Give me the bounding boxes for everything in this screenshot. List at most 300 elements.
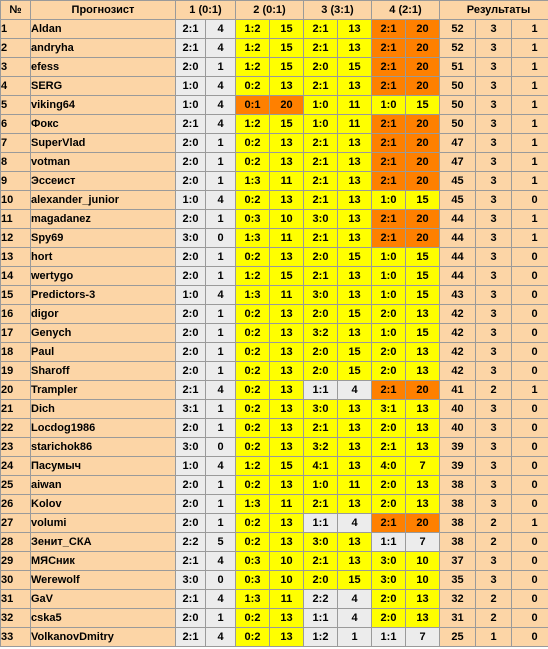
- match-4-score: 2:1: [372, 210, 406, 229]
- table-row: [1, 191, 548, 210]
- total-points: 42: [440, 343, 476, 362]
- match-1-score: 2:0: [176, 324, 206, 343]
- forecaster-name: Genych: [31, 324, 176, 343]
- match-2-points: 13: [270, 248, 304, 267]
- correct-outcomes: 2: [476, 533, 512, 552]
- match-1-points: 1: [206, 58, 236, 77]
- exact-scores: 0: [512, 609, 548, 628]
- match-4-points: 7: [406, 457, 440, 476]
- match-3-points: 15: [338, 248, 372, 267]
- match-2-points: 13: [270, 324, 304, 343]
- header-match-3: 3 (3:1): [304, 1, 372, 20]
- match-4-score: 2:1: [372, 381, 406, 400]
- match-2-score: 1:3: [236, 172, 270, 191]
- match-1-score: 2:0: [176, 419, 206, 438]
- table-row: [1, 343, 548, 362]
- match-4-score: 2:1: [372, 153, 406, 172]
- table-row: [1, 419, 548, 438]
- match-3-score: 2:0: [304, 362, 338, 381]
- match-2-score: 0:2: [236, 343, 270, 362]
- exact-scores: 1: [512, 381, 548, 400]
- match-1-score: 2:0: [176, 514, 206, 533]
- match-2-points: 10: [270, 210, 304, 229]
- exact-scores: 1: [512, 229, 548, 248]
- match-4-points: 13: [406, 419, 440, 438]
- match-3-points: 13: [338, 533, 372, 552]
- correct-outcomes: 2: [476, 514, 512, 533]
- match-1-points: 1: [206, 419, 236, 438]
- match-3-score: 1:1: [304, 514, 338, 533]
- forecaster-name: Sharoff: [31, 362, 176, 381]
- match-1-points: 4: [206, 552, 236, 571]
- match-3-score: 2:0: [304, 305, 338, 324]
- match-4-points: 20: [406, 77, 440, 96]
- match-4-score: 1:1: [372, 628, 406, 647]
- exact-scores: 0: [512, 400, 548, 419]
- total-points: 39: [440, 457, 476, 476]
- match-4-score: 2:0: [372, 609, 406, 628]
- match-4-score: 1:0: [372, 96, 406, 115]
- match-4-score: 2:0: [372, 362, 406, 381]
- match-1-score: 2:0: [176, 210, 206, 229]
- header-match-2: 2 (0:1): [236, 1, 304, 20]
- match-3-points: 13: [338, 267, 372, 286]
- rank-cell: 28: [1, 533, 31, 552]
- total-points: 44: [440, 267, 476, 286]
- match-2-score: 0:2: [236, 134, 270, 153]
- match-2-score: 0:2: [236, 514, 270, 533]
- match-4-points: 15: [406, 267, 440, 286]
- total-points: 38: [440, 533, 476, 552]
- forecaster-name: Dich: [31, 400, 176, 419]
- total-points: 52: [440, 20, 476, 39]
- match-3-score: 1:0: [304, 96, 338, 115]
- table-row: [1, 457, 548, 476]
- total-points: 38: [440, 495, 476, 514]
- match-4-points: 20: [406, 134, 440, 153]
- match-4-score: 1:0: [372, 286, 406, 305]
- match-2-score: 1:2: [236, 20, 270, 39]
- total-points: 32: [440, 590, 476, 609]
- match-4-score: 2:1: [372, 115, 406, 134]
- match-4-score: 1:1: [372, 533, 406, 552]
- match-1-points: 4: [206, 115, 236, 134]
- match-4-score: 3:0: [372, 571, 406, 590]
- match-3-score: 2:1: [304, 229, 338, 248]
- match-3-points: 1: [338, 628, 372, 647]
- match-4-score: 2:1: [372, 229, 406, 248]
- match-1-points: 4: [206, 77, 236, 96]
- match-1-score: 2:0: [176, 305, 206, 324]
- match-4-score: 2:1: [372, 438, 406, 457]
- match-2-points: 13: [270, 153, 304, 172]
- match-4-points: 20: [406, 115, 440, 134]
- total-points: 40: [440, 400, 476, 419]
- match-2-score: 0:2: [236, 381, 270, 400]
- table-row: [1, 115, 548, 134]
- match-3-score: 1:2: [304, 628, 338, 647]
- exact-scores: 0: [512, 267, 548, 286]
- forecaster-name: Predictors-3: [31, 286, 176, 305]
- match-4-points: 20: [406, 514, 440, 533]
- match-2-score: 1:2: [236, 58, 270, 77]
- match-4-score: 2:0: [372, 419, 406, 438]
- table-body: [1, 20, 548, 647]
- forecaster-name: Locdog1986: [31, 419, 176, 438]
- rank-cell: 33: [1, 628, 31, 647]
- match-4-score: 1:0: [372, 324, 406, 343]
- forecaster-name: Фокс: [31, 115, 176, 134]
- table-row: [1, 153, 548, 172]
- match-2-score: 1:2: [236, 39, 270, 58]
- match-1-score: 2:1: [176, 590, 206, 609]
- match-3-score: 4:1: [304, 457, 338, 476]
- correct-outcomes: 2: [476, 609, 512, 628]
- table-row: [1, 381, 548, 400]
- header-match-1: 1 (0:1): [176, 1, 236, 20]
- match-4-score: 2:1: [372, 77, 406, 96]
- match-4-score: 2:0: [372, 305, 406, 324]
- match-1-points: 0: [206, 571, 236, 590]
- table-row: [1, 514, 548, 533]
- match-3-points: 13: [338, 229, 372, 248]
- match-2-points: 13: [270, 400, 304, 419]
- correct-outcomes: 3: [476, 400, 512, 419]
- forecaster-name: volumi: [31, 514, 176, 533]
- rank-cell: 6: [1, 115, 31, 134]
- forecaster-name: SERG: [31, 77, 176, 96]
- forecaster-name: Werewolf: [31, 571, 176, 590]
- forecaster-name: hort: [31, 248, 176, 267]
- forecaster-name: Зенит_СКА: [31, 533, 176, 552]
- exact-scores: 0: [512, 248, 548, 267]
- match-2-points: 15: [270, 20, 304, 39]
- match-2-score: 0:2: [236, 324, 270, 343]
- exact-scores: 1: [512, 210, 548, 229]
- match-2-points: 11: [270, 172, 304, 191]
- match-1-score: 1:0: [176, 286, 206, 305]
- match-1-points: 4: [206, 381, 236, 400]
- match-2-points: 10: [270, 552, 304, 571]
- match-2-points: 15: [270, 115, 304, 134]
- total-points: 38: [440, 514, 476, 533]
- forecaster-name: Trampler: [31, 381, 176, 400]
- match-3-score: 2:0: [304, 248, 338, 267]
- match-4-score: 2:0: [372, 495, 406, 514]
- match-2-score: 1:2: [236, 267, 270, 286]
- match-4-points: 7: [406, 533, 440, 552]
- correct-outcomes: 3: [476, 153, 512, 172]
- table-row: [1, 552, 548, 571]
- match-3-score: 2:1: [304, 20, 338, 39]
- match-4-points: 13: [406, 609, 440, 628]
- exact-scores: 1: [512, 20, 548, 39]
- rank-cell: 23: [1, 438, 31, 457]
- rank-cell: 11: [1, 210, 31, 229]
- match-2-score: 0:2: [236, 77, 270, 96]
- correct-outcomes: 3: [476, 134, 512, 153]
- match-2-points: 13: [270, 362, 304, 381]
- correct-outcomes: 3: [476, 457, 512, 476]
- rank-cell: 24: [1, 457, 31, 476]
- match-4-points: 13: [406, 400, 440, 419]
- total-points: 42: [440, 362, 476, 381]
- match-1-score: 2:1: [176, 552, 206, 571]
- exact-scores: 1: [512, 58, 548, 77]
- match-4-score: 1:0: [372, 248, 406, 267]
- match-3-score: 3:0: [304, 400, 338, 419]
- match-2-score: 0:3: [236, 552, 270, 571]
- match-1-points: 1: [206, 210, 236, 229]
- forecaster-name: andryha: [31, 39, 176, 58]
- match-3-score: 1:0: [304, 476, 338, 495]
- match-3-score: 3:0: [304, 210, 338, 229]
- table-row: [1, 362, 548, 381]
- correct-outcomes: 3: [476, 552, 512, 571]
- total-points: 52: [440, 39, 476, 58]
- match-2-score: 0:2: [236, 191, 270, 210]
- match-3-score: 2:1: [304, 153, 338, 172]
- rank-cell: 2: [1, 39, 31, 58]
- match-2-points: 13: [270, 476, 304, 495]
- rank-cell: 9: [1, 172, 31, 191]
- match-1-score: 2:1: [176, 381, 206, 400]
- rank-cell: 20: [1, 381, 31, 400]
- match-1-score: 3:1: [176, 400, 206, 419]
- match-3-score: 2:1: [304, 39, 338, 58]
- match-3-points: 15: [338, 571, 372, 590]
- match-1-score: 1:0: [176, 191, 206, 210]
- match-3-points: 11: [338, 476, 372, 495]
- match-3-points: 4: [338, 609, 372, 628]
- match-3-score: 2:0: [304, 343, 338, 362]
- match-1-points: 4: [206, 20, 236, 39]
- match-2-points: 13: [270, 419, 304, 438]
- match-4-score: 2:0: [372, 343, 406, 362]
- rank-cell: 21: [1, 400, 31, 419]
- table-row: [1, 495, 548, 514]
- correct-outcomes: 3: [476, 362, 512, 381]
- table-row: [1, 324, 548, 343]
- match-4-points: 20: [406, 172, 440, 191]
- match-1-points: 1: [206, 248, 236, 267]
- total-points: 25: [440, 628, 476, 647]
- match-4-points: 10: [406, 571, 440, 590]
- match-3-points: 15: [338, 362, 372, 381]
- table-row: [1, 590, 548, 609]
- match-4-score: 3:0: [372, 552, 406, 571]
- table-row: [1, 58, 548, 77]
- match-4-score: 2:0: [372, 476, 406, 495]
- match-2-points: 13: [270, 343, 304, 362]
- correct-outcomes: 3: [476, 172, 512, 191]
- correct-outcomes: 2: [476, 381, 512, 400]
- rank-cell: 16: [1, 305, 31, 324]
- match-3-points: 11: [338, 96, 372, 115]
- match-3-points: 15: [338, 343, 372, 362]
- match-2-points: 13: [270, 533, 304, 552]
- match-3-score: 2:0: [304, 58, 338, 77]
- match-2-score: 0:2: [236, 476, 270, 495]
- match-2-points: 13: [270, 381, 304, 400]
- rank-cell: 27: [1, 514, 31, 533]
- exact-scores: 0: [512, 305, 548, 324]
- match-1-points: 1: [206, 343, 236, 362]
- correct-outcomes: 3: [476, 267, 512, 286]
- match-4-score: 2:1: [372, 134, 406, 153]
- correct-outcomes: 2: [476, 590, 512, 609]
- table-row: [1, 77, 548, 96]
- match-1-points: 1: [206, 495, 236, 514]
- match-4-points: 13: [406, 343, 440, 362]
- table-row: [1, 628, 548, 647]
- total-points: 42: [440, 305, 476, 324]
- match-3-points: 13: [338, 400, 372, 419]
- match-1-score: 3:0: [176, 438, 206, 457]
- exact-scores: 0: [512, 495, 548, 514]
- exact-scores: 0: [512, 438, 548, 457]
- rank-cell: 3: [1, 58, 31, 77]
- rank-cell: 31: [1, 590, 31, 609]
- header-results: Результаты: [440, 1, 548, 20]
- match-1-points: 1: [206, 362, 236, 381]
- exact-scores: 0: [512, 362, 548, 381]
- match-1-points: 4: [206, 96, 236, 115]
- match-1-score: 2:1: [176, 115, 206, 134]
- match-2-points: 13: [270, 305, 304, 324]
- forecaster-name: Пасумыч: [31, 457, 176, 476]
- forecaster-name: digor: [31, 305, 176, 324]
- match-1-score: 2:0: [176, 476, 206, 495]
- total-points: 50: [440, 115, 476, 134]
- match-2-score: 0:2: [236, 400, 270, 419]
- table-row: [1, 533, 548, 552]
- match-3-points: 13: [338, 191, 372, 210]
- exact-scores: 0: [512, 419, 548, 438]
- rank-cell: 22: [1, 419, 31, 438]
- total-points: 47: [440, 153, 476, 172]
- match-4-score: 1:0: [372, 191, 406, 210]
- match-1-points: 1: [206, 153, 236, 172]
- match-4-points: 13: [406, 305, 440, 324]
- match-4-score: 4:0: [372, 457, 406, 476]
- match-2-score: 0:2: [236, 438, 270, 457]
- table-row: [1, 134, 548, 153]
- match-2-score: 1:2: [236, 115, 270, 134]
- forecaster-name: cska5: [31, 609, 176, 628]
- match-2-score: 1:3: [236, 495, 270, 514]
- correct-outcomes: 1: [476, 628, 512, 647]
- exact-scores: 0: [512, 476, 548, 495]
- match-1-score: 1:0: [176, 77, 206, 96]
- match-4-points: 13: [406, 362, 440, 381]
- correct-outcomes: 3: [476, 77, 512, 96]
- match-3-points: 13: [338, 172, 372, 191]
- match-4-points: 15: [406, 96, 440, 115]
- match-1-score: 2:0: [176, 248, 206, 267]
- total-points: 35: [440, 571, 476, 590]
- exact-scores: 1: [512, 77, 548, 96]
- total-points: 44: [440, 210, 476, 229]
- match-2-points: 13: [270, 191, 304, 210]
- match-1-score: 2:2: [176, 533, 206, 552]
- table-row: [1, 39, 548, 58]
- rank-cell: 10: [1, 191, 31, 210]
- match-1-score: 2:1: [176, 20, 206, 39]
- match-3-points: 13: [338, 552, 372, 571]
- exact-scores: 0: [512, 286, 548, 305]
- total-points: 38: [440, 476, 476, 495]
- table-row: [1, 172, 548, 191]
- exact-scores: 1: [512, 39, 548, 58]
- match-1-points: 1: [206, 267, 236, 286]
- match-1-score: 2:1: [176, 628, 206, 647]
- match-1-points: 1: [206, 324, 236, 343]
- match-1-score: 3:0: [176, 229, 206, 248]
- match-3-points: 15: [338, 58, 372, 77]
- match-3-points: 13: [338, 419, 372, 438]
- exact-scores: 0: [512, 533, 548, 552]
- match-3-score: 2:2: [304, 590, 338, 609]
- rank-cell: 30: [1, 571, 31, 590]
- table-row: [1, 210, 548, 229]
- correct-outcomes: 3: [476, 191, 512, 210]
- exact-scores: 0: [512, 324, 548, 343]
- match-2-score: 0:2: [236, 628, 270, 647]
- correct-outcomes: 3: [476, 286, 512, 305]
- match-2-score: 0:2: [236, 609, 270, 628]
- rank-cell: 15: [1, 286, 31, 305]
- match-3-points: 4: [338, 590, 372, 609]
- match-3-points: 13: [338, 39, 372, 58]
- correct-outcomes: 3: [476, 96, 512, 115]
- match-3-points: 4: [338, 381, 372, 400]
- table-row: [1, 476, 548, 495]
- match-2-score: 0:2: [236, 533, 270, 552]
- correct-outcomes: 3: [476, 39, 512, 58]
- rank-cell: 12: [1, 229, 31, 248]
- match-2-score: 1:3: [236, 286, 270, 305]
- correct-outcomes: 3: [476, 571, 512, 590]
- rank-cell: 13: [1, 248, 31, 267]
- match-4-points: 20: [406, 58, 440, 77]
- rank-cell: 17: [1, 324, 31, 343]
- match-2-points: 13: [270, 77, 304, 96]
- match-4-score: 2:1: [372, 20, 406, 39]
- match-2-score: 0:3: [236, 210, 270, 229]
- match-1-score: 2:0: [176, 153, 206, 172]
- match-1-points: 4: [206, 286, 236, 305]
- match-4-points: 15: [406, 191, 440, 210]
- table-row: [1, 96, 548, 115]
- match-1-points: 1: [206, 514, 236, 533]
- table-row: [1, 609, 548, 628]
- match-1-points: 4: [206, 191, 236, 210]
- match-2-points: 15: [270, 58, 304, 77]
- match-2-score: 1:3: [236, 590, 270, 609]
- match-1-score: 2:0: [176, 134, 206, 153]
- rank-cell: 18: [1, 343, 31, 362]
- match-3-points: 11: [338, 115, 372, 134]
- match-1-score: 2:0: [176, 362, 206, 381]
- forecaster-name: wertygo: [31, 267, 176, 286]
- match-2-points: 15: [270, 457, 304, 476]
- match-3-score: 2:1: [304, 77, 338, 96]
- match-1-points: 1: [206, 476, 236, 495]
- match-3-score: 1:1: [304, 609, 338, 628]
- match-1-score: 2:0: [176, 343, 206, 362]
- correct-outcomes: 3: [476, 229, 512, 248]
